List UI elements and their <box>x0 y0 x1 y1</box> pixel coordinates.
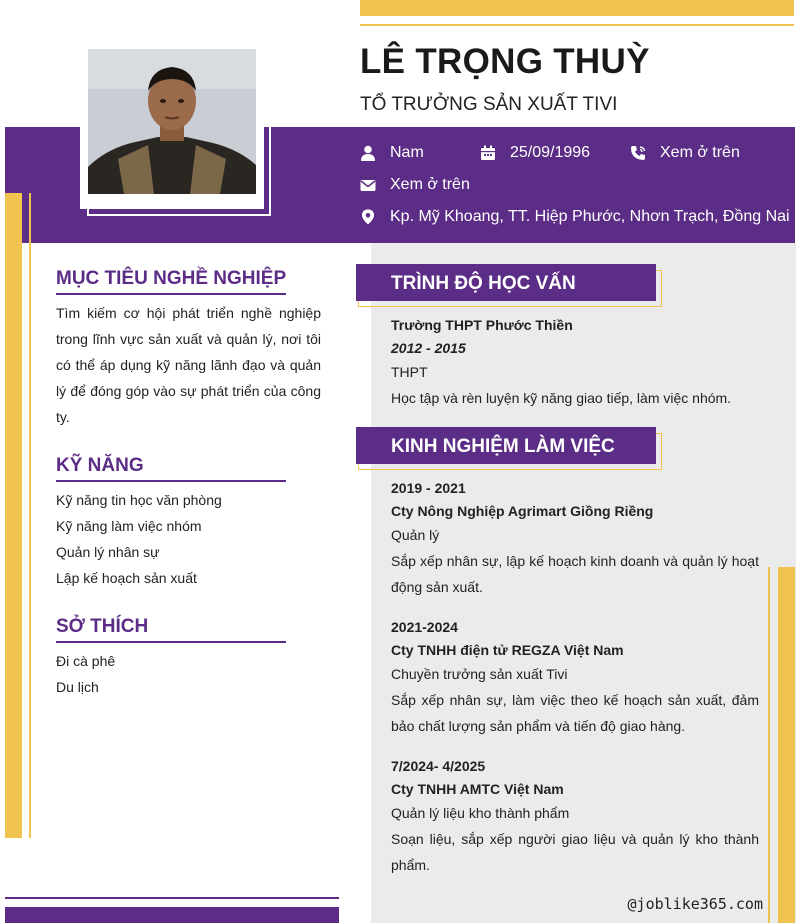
job-period: 7/2024- 4/2025 <box>391 758 486 774</box>
skill-item: Quản lý nhân sự <box>56 544 160 560</box>
hobbies-rule <box>56 641 286 643</box>
job-description: Sắp xếp nhân sự, làm việc theo kế hoạch sản xuất, đảm bảo chất lượng sản phẩm và tiến độ giao hàng. <box>391 692 759 734</box>
job-company: Cty TNHH điện tử REGZA Việt Nam <box>391 642 624 658</box>
hobby-item: Đi cà phê <box>56 653 116 669</box>
experience-title: KINH NGHIỆM LÀM VIỆC <box>391 436 615 457</box>
skill-item: Kỹ năng làm việc nhóm <box>56 518 202 534</box>
phone-value: Xem ở trên <box>660 144 740 161</box>
skills-title: KỸ NĂNG <box>56 455 144 476</box>
job-company: Cty Nông Nghiệp Agrimart Giồng Riềng <box>391 503 654 519</box>
education-major: THPT <box>391 364 428 380</box>
education-title: TRÌNH ĐỘ HỌC VẤN <box>391 273 576 294</box>
skill-item: Lập kế hoạch sản xuất <box>56 570 197 586</box>
candidate-position: TỔ TRƯỞNG SẢN XUẤT TIVI <box>360 94 618 115</box>
job-period: 2021-2024 <box>391 619 458 635</box>
map-pin-icon <box>360 209 376 225</box>
objective-text: Tìm kiếm cơ hội phát triển nghề nghiệp trong lĩnh vực sản xuất và quản lý, nơi tôi có thể áp dụng kỹ năng lãnh đạo và quản lý để đóng góp vào sự phát triển của công ty. <box>56 305 321 425</box>
job-company: Cty TNHH AMTC Việt Nam <box>391 781 564 797</box>
candidate-name: LÊ TRỌNG THUỲ <box>360 42 650 81</box>
bottom-purple-line <box>5 897 339 899</box>
hobby-item: Du lịch <box>56 679 99 695</box>
left-gold-bar <box>5 193 22 838</box>
job-role: Quản lý <box>391 527 440 543</box>
user-icon <box>360 145 376 161</box>
education-period: 2012 - 2015 <box>391 340 466 356</box>
contact-address <box>360 208 790 226</box>
watermark-text: @joblike365.com <box>627 895 763 913</box>
envelope-icon <box>360 177 376 193</box>
phone-icon <box>630 145 646 161</box>
education-description: Học tập và rèn luyện kỹ năng giao tiếp, làm việc nhóm. <box>391 390 732 406</box>
right-gold-line <box>768 567 770 923</box>
objective-rule <box>56 293 286 295</box>
objective-title: MỤC TIÊU NGHỀ NGHIỆP <box>56 268 287 289</box>
top-gold-line <box>360 24 794 26</box>
contact-email <box>360 176 470 194</box>
profile-photo <box>88 49 256 194</box>
contact-dob <box>480 144 590 162</box>
gender-value: Nam <box>390 144 424 161</box>
job-description: Soạn liệu, sắp xếp người giao liệu và quản lý kho thành phẩm. <box>391 831 759 873</box>
skills-rule <box>56 480 286 482</box>
job-period: 2019 - 2021 <box>391 480 466 496</box>
left-gold-line <box>29 193 31 838</box>
email-value: Xem ở trên <box>390 176 470 193</box>
job-role: Chuyền trưởng sản xuất Tivi <box>391 666 568 682</box>
calendar-icon <box>480 145 496 161</box>
contact-phone <box>630 144 740 162</box>
address-value: Kp. Mỹ Khoang, TT. Hiệp Phước, Nhơn Trạch, Đồng Nai <box>390 208 790 225</box>
education-school: Trường THPT Phước Thiền <box>391 317 573 333</box>
job-role: Quản lý liệu kho thành phẩm <box>391 805 570 821</box>
skill-item: Kỹ năng tin học văn phòng <box>56 492 222 508</box>
top-gold-bar <box>360 0 794 16</box>
bottom-purple-bar <box>5 907 339 923</box>
right-gold-bar <box>778 567 795 923</box>
contact-gender <box>360 144 424 162</box>
hobbies-title: SỞ THÍCH <box>56 616 149 637</box>
dob-value: 25/09/1996 <box>510 144 591 161</box>
job-description: Sắp xếp nhân sự, lập kế hoạch kinh doanh và quản lý hoạt động sản xuất. <box>391 553 759 595</box>
